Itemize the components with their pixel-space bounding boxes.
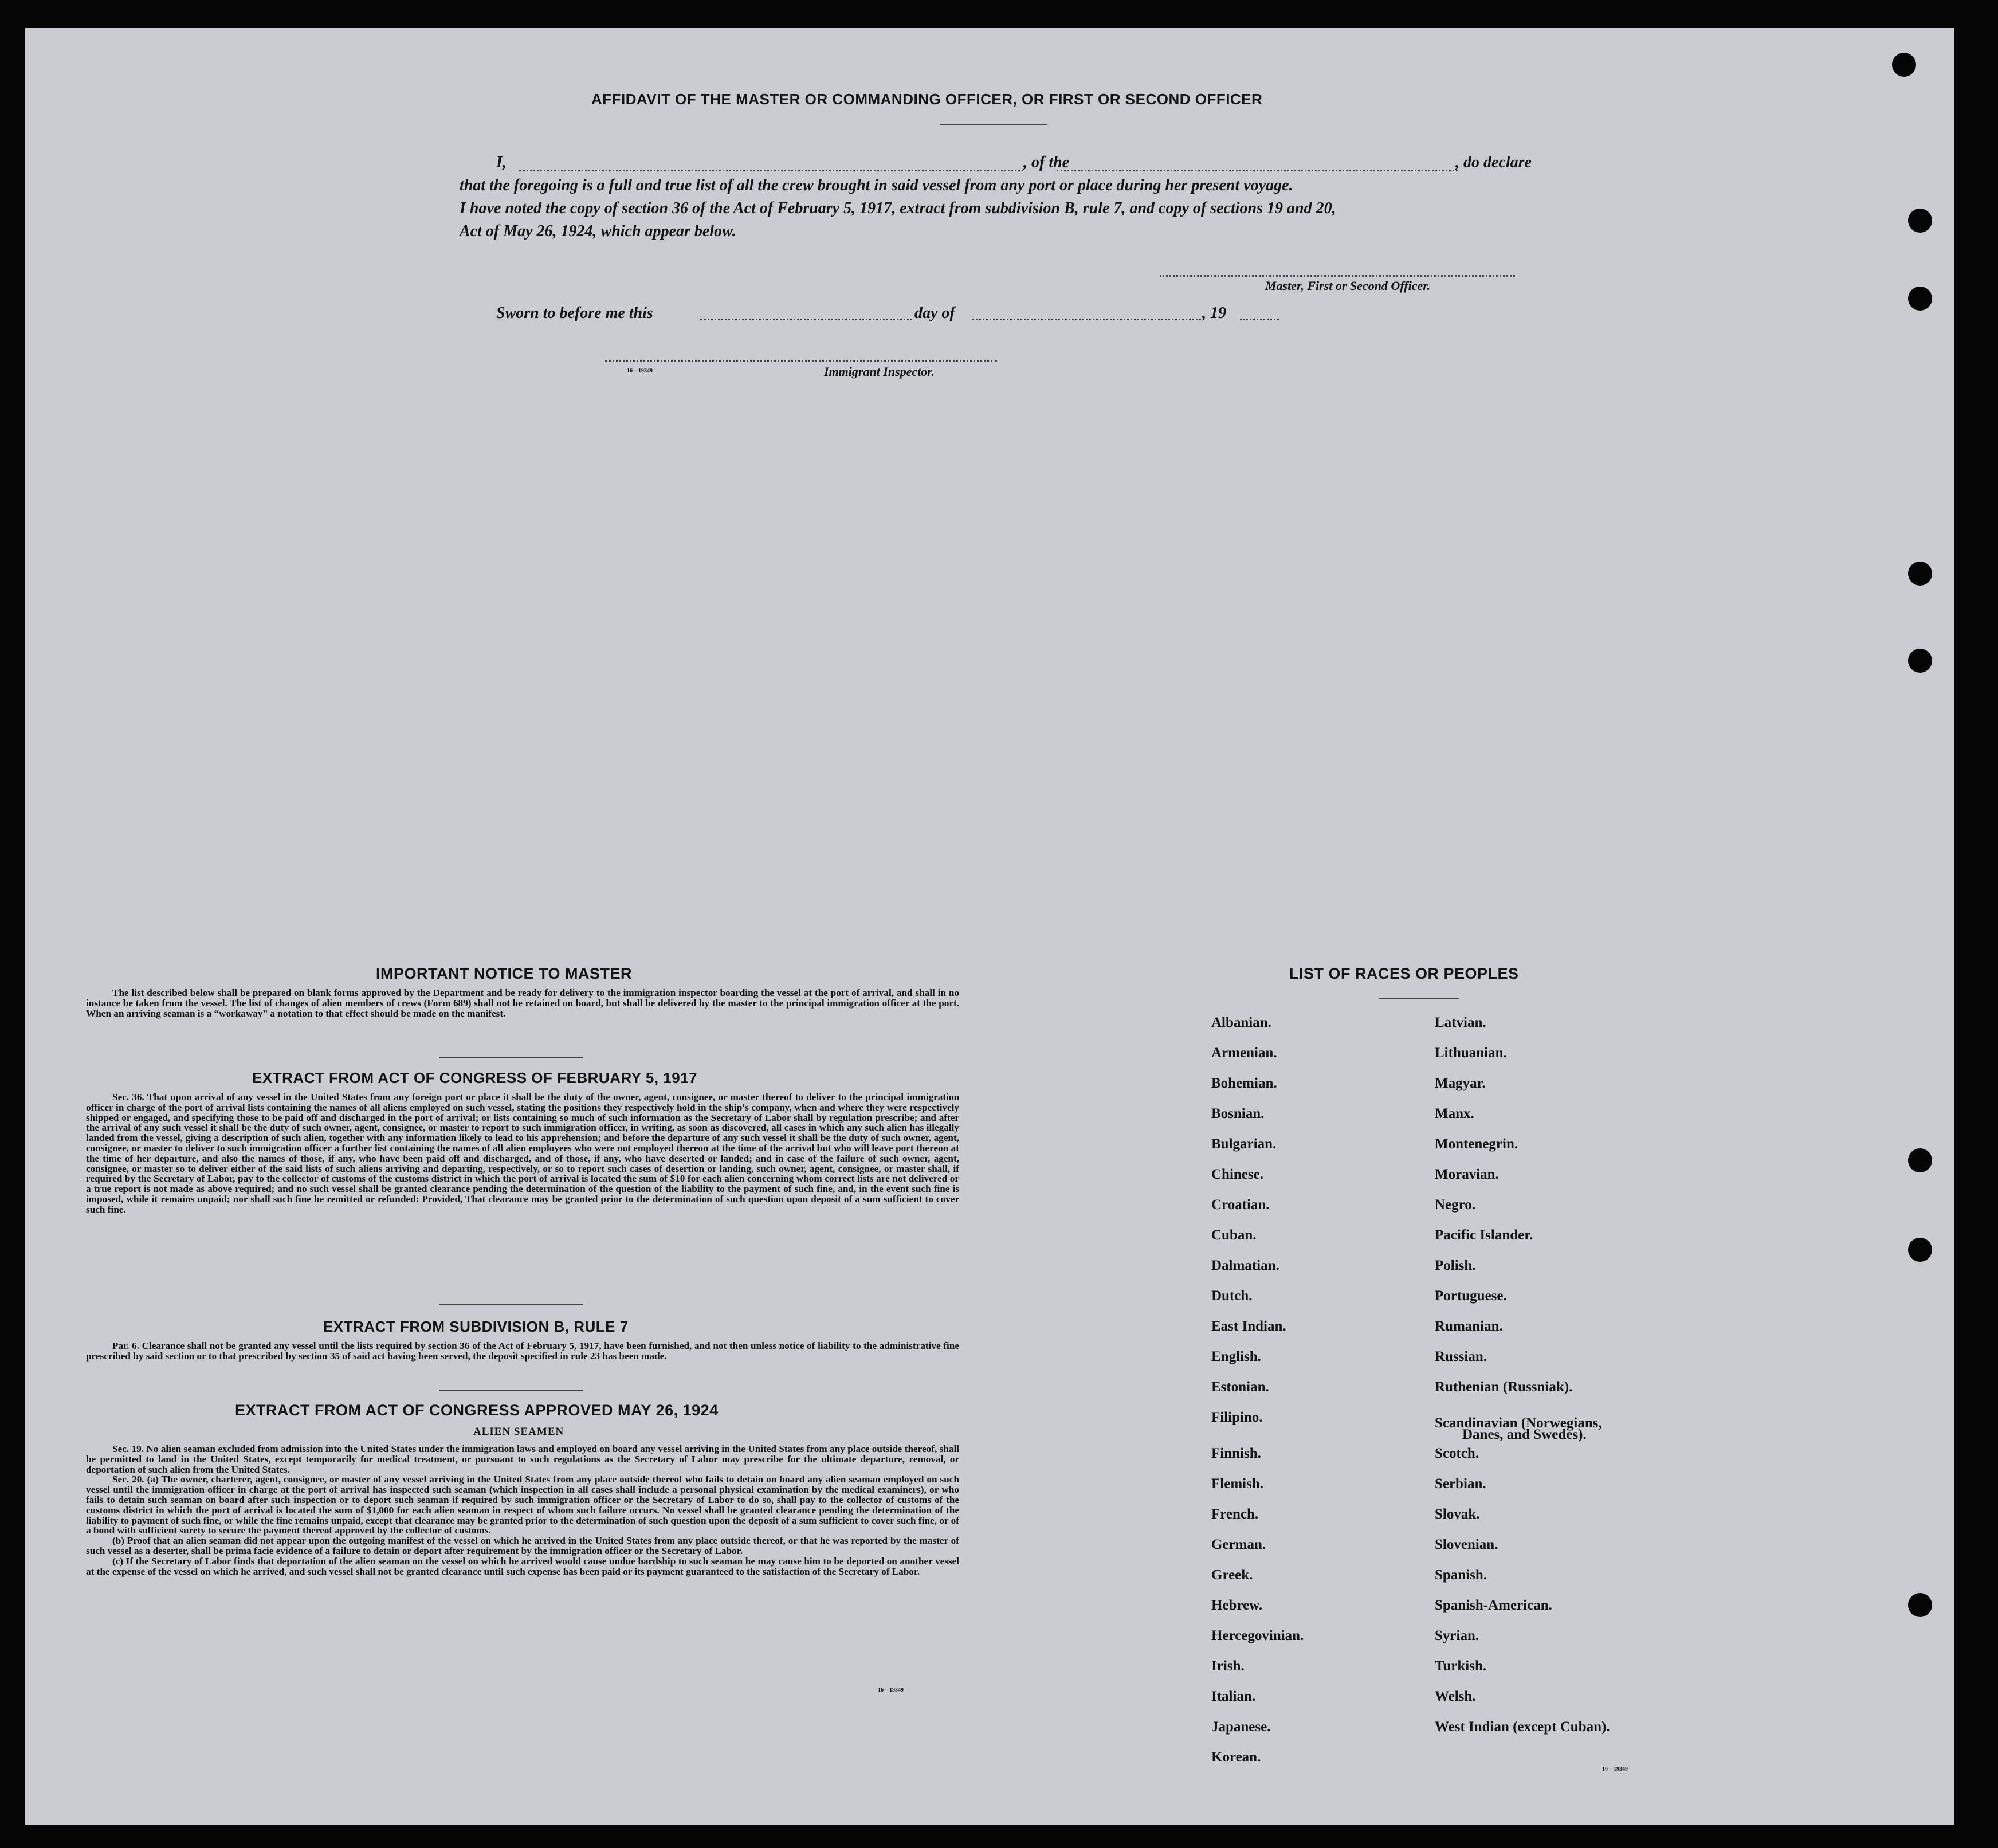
- race-item: Spanish.: [1435, 1567, 1487, 1583]
- race-item: Croatian.: [1211, 1197, 1270, 1213]
- notice-text: [86, 988, 959, 1018]
- declaration-line2: that the foregoing is a full and true list of all the crew brought in said vessel from any port or place during her present voyage.: [460, 176, 1293, 194]
- declaration-line3: I have noted the copy of section 36 of the Act of February 5, 1917, extract from subdivision B, rule 7, and copy of sections 19 and 20,: [460, 199, 1336, 217]
- vessel-name-field[interactable]: [1057, 170, 1458, 171]
- par-6-paragraph: Par. 6. Clearance shall not be granted any vessel until the lists required by section 36 of the Act of February 5, 1917, have been furnished, and not then unless notice of liability to the administrative fine prescribed by said section or to that prescribed by section 35 of said act having been served, the deposit specified in rule 23 has been made.: [86, 1340, 959, 1362]
- race-item: Rumanian.: [1435, 1319, 1503, 1334]
- race-item: Turkish.: [1435, 1658, 1487, 1674]
- race-item: Lithuanian.: [1435, 1045, 1507, 1061]
- document-sheet: [25, 28, 1954, 1825]
- race-item: Spanish-American.: [1435, 1598, 1552, 1613]
- race-item: Filipino.: [1211, 1410, 1263, 1425]
- race-item: Manx.: [1435, 1106, 1474, 1121]
- signature-label: Master, First or Second Officer.: [1265, 278, 1431, 293]
- race-item: Latvian.: [1435, 1015, 1486, 1030]
- punch-hole: [1908, 1238, 1932, 1262]
- race-item: Montenegrin.: [1435, 1136, 1518, 1152]
- races-title: LIST OF RACES OR PEOPLES: [1289, 965, 1519, 982]
- race-item: Finnish.: [1211, 1446, 1261, 1461]
- race-item: East Indian.: [1211, 1319, 1286, 1334]
- race-item: Japanese.: [1211, 1719, 1271, 1735]
- race-item: Russian.: [1435, 1349, 1487, 1364]
- form-number-notice: 16—19349: [878, 1687, 904, 1693]
- inspector-label: Immigrant Inspector.: [824, 364, 935, 379]
- declaration-of-the: , of the: [1023, 154, 1070, 171]
- race-item: Slovak.: [1435, 1506, 1480, 1522]
- race-item: Cuban.: [1211, 1227, 1257, 1243]
- affidavit-title: AFFIDAVIT OF THE MASTER OR COMMANDING OFFICER, OR FIRST OR SECOND OFFICER: [591, 91, 1263, 108]
- race-item: Ruthenian (Russniak).: [1435, 1379, 1573, 1395]
- inspector-signature-line[interactable]: [605, 360, 997, 362]
- divider-3: [439, 1390, 583, 1391]
- race-item: German.: [1211, 1537, 1266, 1552]
- race-item: Welsh.: [1435, 1689, 1476, 1704]
- declaration-declare: , do declare: [1455, 154, 1532, 171]
- year-text: , 19: [1202, 304, 1226, 322]
- race-item: Albanian.: [1211, 1015, 1271, 1030]
- notice-paragraph: The list described below shall be prepared on blank forms approved by the Department and be ready for delivery to the immigration inspector boarding the vessel at the port of arrival, and shall in no instance be taken from the vessel. The list of changes of alien members of crews (Form 689) shall not be retained on board, but shall be delivered by the master to the principal immigration officer at the port. When an arriving seaman is a “workaway” a notation to that effect should be made on the manifest.: [86, 987, 959, 1019]
- race-item: Flemish.: [1211, 1476, 1263, 1492]
- race-item: Italian.: [1211, 1689, 1256, 1704]
- extract-1917-title: EXTRACT FROM ACT OF CONGRESS OF FEBRUARY 5, 1917: [252, 1069, 698, 1086]
- race-item: Portuguese.: [1435, 1288, 1507, 1304]
- declarant-name-field[interactable]: [519, 170, 1023, 171]
- race-item: Magyar.: [1435, 1076, 1486, 1091]
- sworn-month-field[interactable]: [972, 319, 1201, 320]
- race-item: Syrian.: [1435, 1628, 1479, 1643]
- race-item: Polish.: [1435, 1258, 1476, 1273]
- race-item: Bosnian.: [1211, 1106, 1265, 1121]
- race-item: Dalmatian.: [1211, 1258, 1279, 1273]
- sec-20a-paragraph: Sec. 20. (a) The owner, charterer, agent, consignee, or master of any vessel arriving in the United States from any place outside thereof who fails to detain on board any alien seaman employed on such vessel until the immigration officer in charge at the port of arrival has inspected such seaman (which inspection in all cases shall include a personal physical examination by the medical examiners), or who fails to detain such seaman on board after such inspection or to deport such seaman if required by such immigration officer or the Secretary of Labor to do so, shall pay to the collector of customs of the customs district in which the port of arrival is located the sum of $1,000 for each alien seaman in respect of whom such failure occurs. No vessel shall be granted clearance pending the determination of the liability to payment of such fine, or while the fine remains unpaid, except that clearance may be granted prior to the determination of such question upon the deposit of a sum sufficient to cover such fine, or of a bond with sufficient surety to secure the payment thereof approved by the collector of customs.: [86, 1474, 959, 1536]
- race-item: Greek.: [1211, 1567, 1253, 1583]
- notice-title: IMPORTANT NOTICE TO MASTER: [376, 965, 632, 982]
- section-36-paragraph: Sec. 36. That upon arrival of any vessel in the United States from any foreign port or place it shall be the duty of the owner, agent, consignee, or master thereof to deliver to the principal immigration officer in charge of the port of arrival lists containing the names of all aliens employed on such vessel, stating the positions they respectively hold in the ship's company, when and where they were respectively shipped or engaged, and specifying those to be paid off and discharged in the port of arrival; or lists containing so much of such information as the Secretary of Labor shall by regulation prescribe; and after the arrival of any such vessel it shall be the duty of such owner, agent, consignee, or master to report to such immigration officer, in writing, as soon as discovered, all cases in which any such alien has illegally landed from the vessel, giving a description of such alien, together with any information likely to lead to his apprehension; and before the departure of any such vessel it shall be the duty of such owner, agent, consignee, or master to deliver to such immigration officer a further list containing the names of all alien employees who were not employed thereon at the time of the arrival but who will leave port thereon at the time of her departure, and also the names of those, if any, who have been paid off and discharged, and of those, if any, who have deserted or landed; and in case of the failure of such owner, agent, consignee, or master so to deliver either of the said lists of such aliens arriving and departing, respectively, or so to report such cases of desertion or landing, such owner, agent, consignee, or master shall, if required by the Secretary of Labor, pay to the collector of customs of the customs district in which the port of arrival is located the sum of $10 for each alien concerning whom correct lists are not delivered or a true report is not made as above required; and no such vessel shall be granted clearance pending the determination of the question of the liability to the payment of such fine, and, in the event such fine is imposed, while it remains unpaid; nor shall such fine be remitted or refunded: Provided, That clearance may be granted prior to the determination of such question upon deposit of a sum sufficient to cover such fine.: [86, 1092, 959, 1215]
- race-item: Negro.: [1435, 1197, 1476, 1213]
- declaration-line4: Act of May 26, 1924, which appear below.: [460, 222, 736, 240]
- sec-20c-paragraph: (c) If the Secretary of Labor finds that deportation of the alien seaman on the vessel on which he arrived would cause undue hardship to such seaman he may cause him to be deported on another vessel at the expense of the vessel on which he arrived, and such vessel shall not be granted clearance until such expense has been paid or its payment guaranteed to the satisfaction of the Secretary of Labor.: [86, 1555, 959, 1577]
- extract-rule7-text: [86, 1341, 959, 1362]
- sec-20b-paragraph: (b) Proof that an alien seaman did not appear upon the outgoing manifest of the vessel on which he arrived in the United States from any place outside thereof, or that he was reported by the master of such vessel as a deserter, shall be prima facie evidence of a failure to detain or deport after requirement by the immigration officer or the Secretary of Labor.: [86, 1535, 959, 1556]
- race-item: Bulgarian.: [1211, 1136, 1277, 1152]
- extract-1924-text: [86, 1444, 959, 1576]
- sworn-text: Sworn to before me this: [496, 304, 653, 322]
- race-item: Chinese.: [1211, 1167, 1263, 1182]
- race-item: Dutch.: [1211, 1288, 1253, 1304]
- extract-1924-title: EXTRACT FROM ACT OF CONGRESS APPROVED MAY 26, 1924: [235, 1402, 719, 1419]
- day-of-text: day of: [914, 304, 955, 322]
- race-item: Armenian.: [1211, 1045, 1277, 1061]
- race-item: Slovenian.: [1435, 1537, 1498, 1552]
- punch-hole: [1908, 209, 1932, 233]
- races-divider: [1379, 998, 1459, 999]
- sec-19-paragraph: Sec. 19. No alien seaman excluded from admission into the United States under the immigration laws and employed on board any vessel arriving in the United States from any place outside thereof, shall be permitted to land in the United States, except temporarily for medical treatment, or pursuant to such regulations as the Secretary of Labor may prescribe for the ultimate departure, removal, or deportation of such alien from the United States.: [86, 1443, 959, 1475]
- race-item: Irish.: [1211, 1658, 1245, 1674]
- race-item: English.: [1211, 1349, 1261, 1364]
- divider-1: [439, 1057, 583, 1058]
- divider-2: [439, 1304, 583, 1305]
- race-item: Korean.: [1211, 1749, 1261, 1765]
- race-item: Bohemian.: [1211, 1076, 1277, 1091]
- race-item: Danes, and Swedes).: [1462, 1427, 1587, 1442]
- punch-hole: [1908, 287, 1932, 311]
- punch-hole: [1908, 562, 1932, 586]
- extract-1917-text: [86, 1092, 959, 1215]
- punch-hole: [1908, 649, 1932, 673]
- extract-rule7-title: EXTRACT FROM SUBDIVISION B, RULE 7: [323, 1318, 629, 1335]
- alien-seamen-subtitle: ALIEN SEAMEN: [473, 1426, 564, 1438]
- race-item: West Indian (except Cuban).: [1435, 1719, 1610, 1735]
- punch-hole: [1908, 1593, 1932, 1617]
- race-item: Moravian.: [1435, 1167, 1499, 1182]
- race-item: Scotch.: [1435, 1446, 1479, 1461]
- declaration-i: I,: [496, 154, 507, 171]
- form-number-top: 16—19349: [627, 368, 653, 374]
- race-item: Hercegovinian.: [1211, 1628, 1304, 1643]
- form-number-races: 16—19349: [1602, 1766, 1628, 1772]
- title-divider: [940, 124, 1047, 125]
- punch-hole: [1908, 1148, 1932, 1172]
- race-item: Hebrew.: [1211, 1598, 1263, 1613]
- signature-line[interactable]: [1160, 275, 1515, 277]
- race-item: Scandinavian (Norwegians,: [1435, 1415, 1602, 1431]
- race-item: Estonian.: [1211, 1379, 1269, 1395]
- punch-hole: [1892, 53, 1916, 77]
- sworn-year-field[interactable]: [1240, 319, 1279, 320]
- race-item: Serbian.: [1435, 1476, 1486, 1492]
- race-item: Pacific Islander.: [1435, 1227, 1533, 1243]
- race-item: French.: [1211, 1506, 1259, 1522]
- sworn-day-field[interactable]: [700, 319, 912, 320]
